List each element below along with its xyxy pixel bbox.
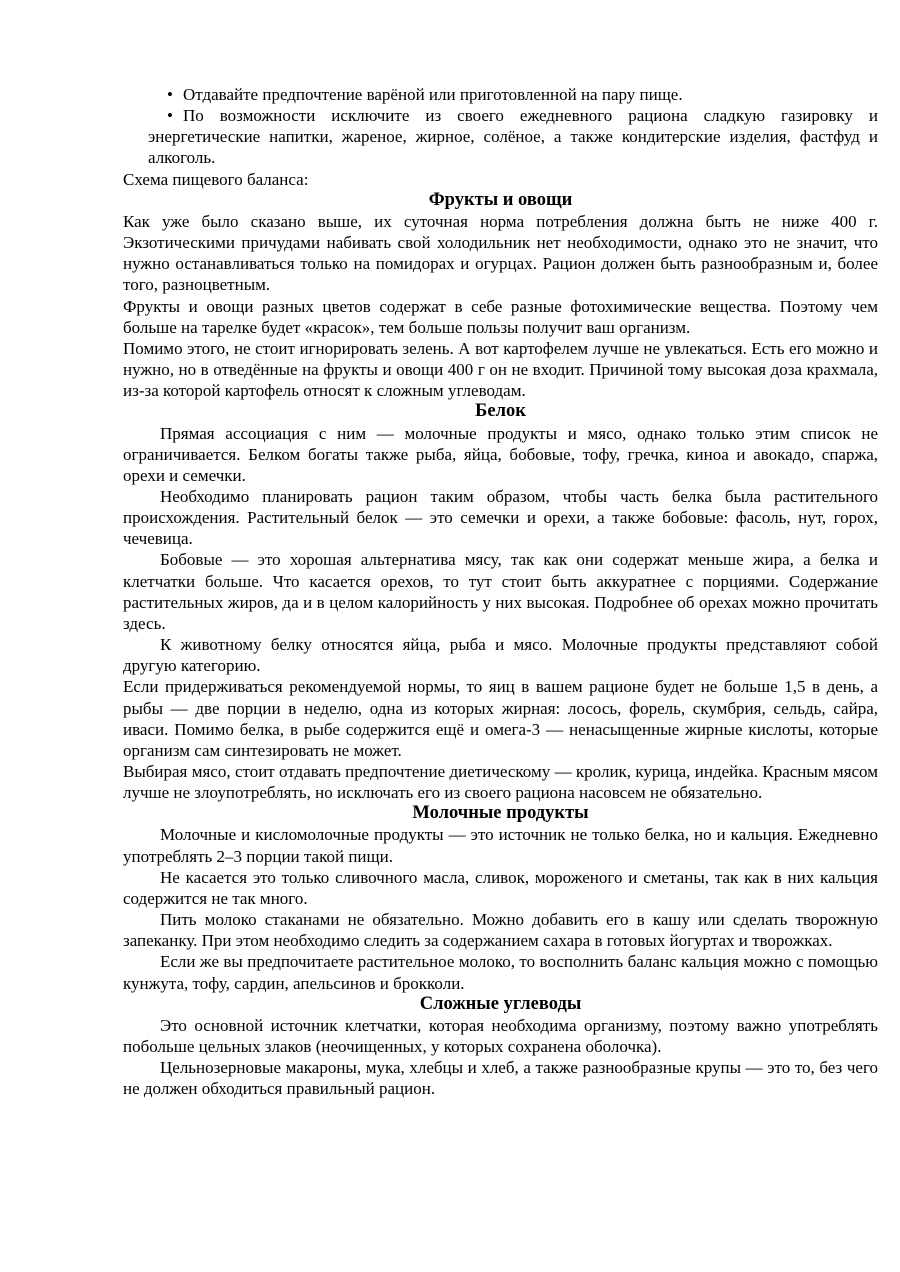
document-section [123, 401, 878, 803]
bullet-icon: • [167, 106, 173, 126]
section-heading: Молочные продукты [412, 803, 589, 824]
scheme-label: Схема пищевого баланса: [123, 169, 309, 189]
paragraph: Фрукты и овощи разных цветов содержат в себе разные фотохимические вещества. Поэтому чем больше на тарелке будет «красок», тем больше пользы получит ваш организм. [123, 296, 878, 337]
paragraph: Это основной источник клетчатки, которая необходима организму, поэтому важно употреблять побольше цельных злаков (неочищенных, у которых сохранена оболочка). [123, 1015, 878, 1057]
paragraph: Как уже было сказано выше, их суточная норма потребления должна быть не ниже 400 г. Экзотическими причудами набивать свой холодильник нет необходимости, однако это не значит, что нужно останавливаться только на помидорах и огурцах. Рацион должен быть разнообразным и, более того, разноцветным. [123, 211, 878, 295]
sections-container [123, 190, 878, 1100]
paragraph: Бобовые — это хорошая альтернатива мясу, так как они содержат меньше жира, а белка и клетчатки больше. Что касается орехов, то тут стоит быть аккуратнее с порциями. Содержание растительных жиров, да и в целом калорийность у них высокая. Подробнее об орехах можно прочитать здесь. [123, 550, 878, 633]
document-section [123, 803, 878, 993]
paragraph: К животному белку относятся яйца, рыба и мясо. Молочные продукты представляют собой другую категорию. [123, 635, 878, 676]
intro-bullet-list [123, 84, 878, 169]
bullet-text: Отдавайте предпочтение варёной или приготовленной на пару пище. [183, 85, 683, 104]
section-heading: Фрукты и овощи [428, 189, 573, 210]
paragraph: Если же вы предпочитаете растительное молоко, то восполнить баланс кальция можно с помощью кунжута, тофу, сардин, апельсинов и брокколи. [123, 952, 878, 993]
document-section [123, 994, 878, 1100]
paragraph: Помимо этого, не стоит игнорировать зелень. А вот картофелем лучше не увлекаться. Есть его можно и нужно, но в отведённые на фрукты и овощи 400 г он не входит. Причиной тому высокая доза крахмала, из-за которой картофель относят к сложным углеводам. [123, 338, 878, 401]
bullet-item [148, 105, 878, 168]
paragraph: Пить молоко стаканами не обязательно. Можно добавить его в кашу или сделать творожную запеканку. При этом необходимо следить за содержанием сахара в готовых йогуртах и творожках. [123, 910, 878, 951]
section-heading: Сложные углеводы [419, 993, 582, 1014]
bullet-icon: • [167, 85, 173, 104]
paragraph: Молочные и кисломолочные продукты — это источник не только белка, но и кальция. Ежедневно употреблять 2–3 порции такой пищи. [123, 825, 878, 866]
section-heading: Белок [475, 401, 526, 422]
bullet-item [148, 84, 878, 105]
paragraph: Не касается это только сливочного масла, сливок, мороженого и сметаны, так как в них кальция содержится не так много. [123, 867, 878, 908]
paragraph: Выбирая мясо, стоит отдавать предпочтение диетическому — кролик, курица, индейка. Красным мясом лучше не злоупотреблять, но исключать его из своего рациона насовсем не обязательно. [123, 762, 878, 803]
paragraph: Если придерживаться рекомендуемой нормы, то яиц в вашем рационе будет не больше 1,5 в день, а рыбы — две порции в неделю, одна из которых жирная: лосось, форель, скумбрия, сельдь, сайра, иваси. Помимо белка, в рыбе содержится ещё и омега-3 — ненасыщенные жирные кислоты, которые организм сам синтезировать не может. [123, 677, 878, 760]
bullet-text: По возможности исключите из своего ежедневного рациона сладкую газировку и энергетические напитки, жареное, жирное, солёное, а также кондитерские изделия, фастфуд и алкоголь. [148, 106, 878, 168]
document-section [123, 190, 878, 402]
paragraph: Цельнозерновые макароны, мука, хлебцы и хлеб, а также разнообразные крупы — это то, без чего не должен обходиться правильный рацион. [123, 1058, 878, 1099]
document-page [123, 84, 878, 1100]
paragraph: Необходимо планировать рацион таким образом, чтобы часть белка была растительного происхождения. Растительный белок — это семечки и орехи, а также бобовые: фасоль, нут, горох, чечевица. [123, 486, 878, 549]
paragraph: Прямая ассоциация с ним — молочные продукты и мясо, однако только этим список не ограничивается. Белком богаты также рыба, яйца, бобовые, тофу, гречка, киноа и авокадо, спаржа, орехи и семечки. [123, 423, 878, 485]
